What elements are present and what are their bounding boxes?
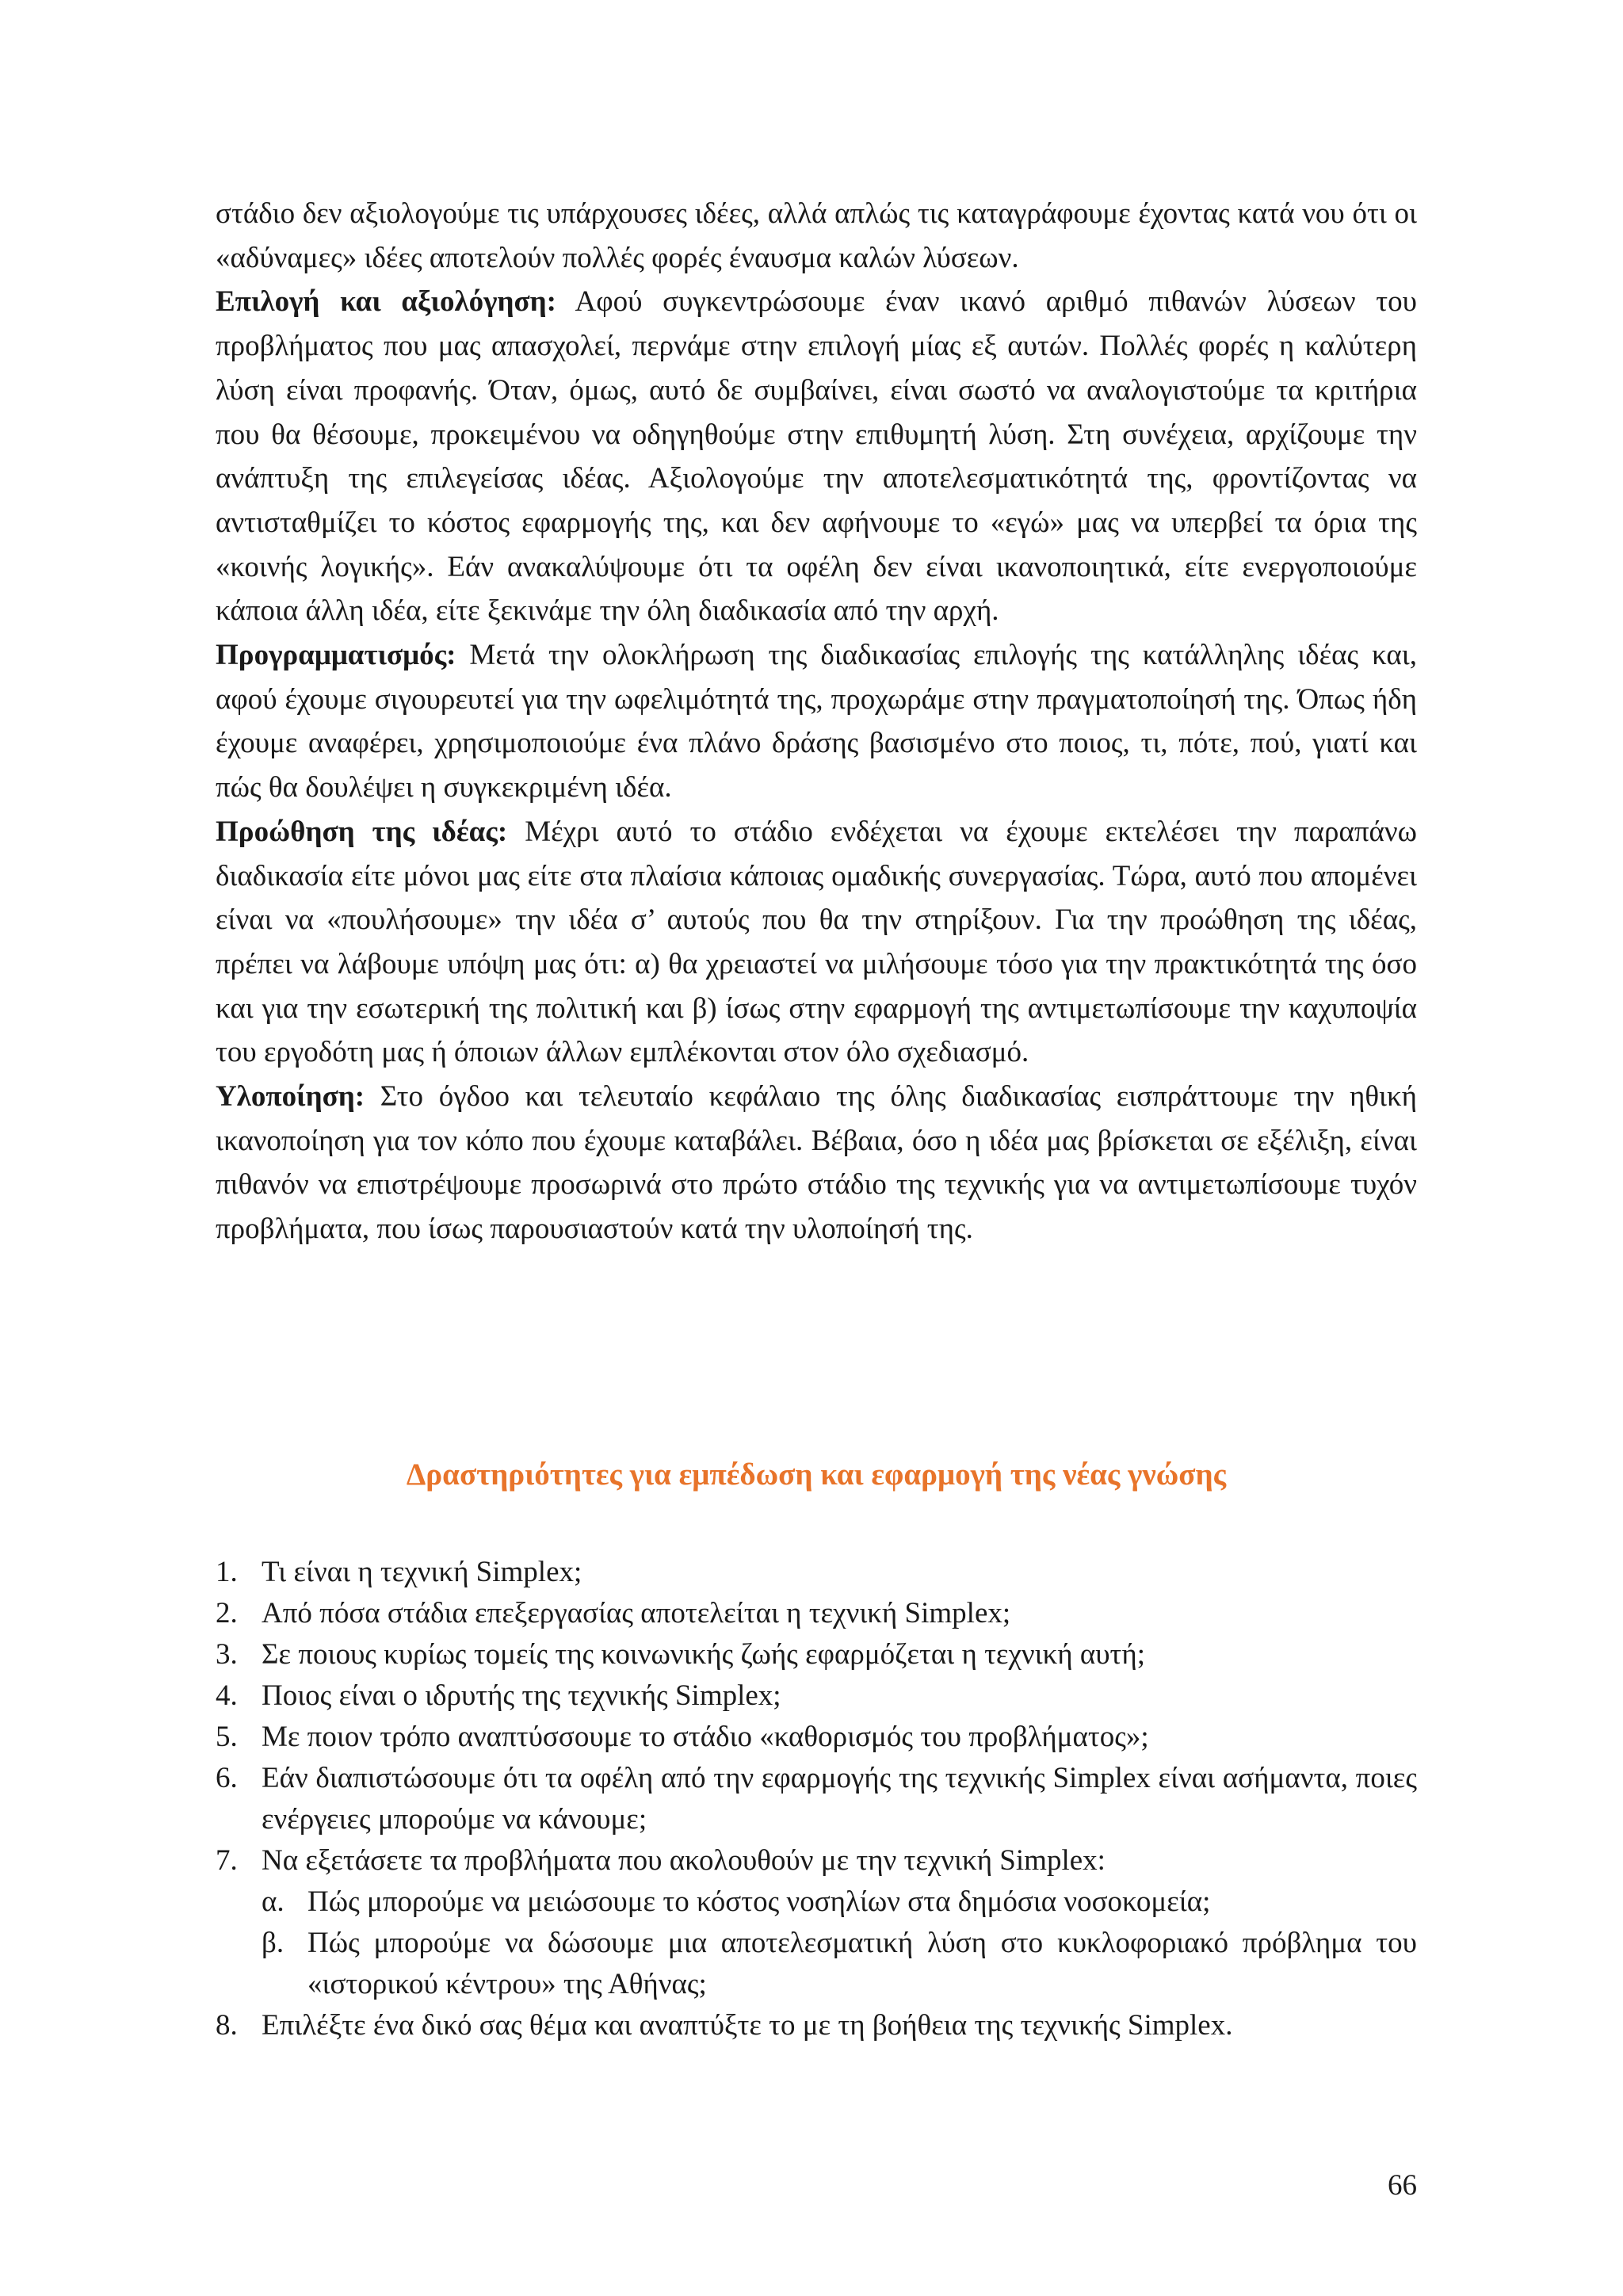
question-item	[216, 1634, 1417, 1675]
question-text: Σε ποιους κυρίως τομείς της κοινωνικής ζωής εφαρμόζεται η τεχνική αυτή;	[262, 1638, 1146, 1671]
page-number: 66	[1388, 2169, 1417, 2202]
paragraph-selection-evaluation	[216, 280, 1417, 633]
paragraph-term: Προώθηση της ιδέας:	[216, 815, 508, 848]
sub-question-letter: α.	[262, 1885, 285, 1918]
paragraph-implementation	[216, 1075, 1417, 1251]
paragraph-text: Στο όγδοο και τελευταίο κεφάλαιο της όλης διαδικασίας εισπράττουμε την ηθική ικανοποίηση για τον κόπο που έχουμε καταβάλει. Βέβαια, όσο η ιδέα μας βρίσκεται σε εξέλιξη, είναι πιθανόν να επιστρέψουμε προσωρινά στο πρώτο στάδιο της τεχνικής για να αντιμετωπίσουμε τυχόν προβλήματα, που ίσως παρουσιαστούν κατά την υλοποίησή της.	[216, 1080, 1417, 1246]
question-number: 3.	[216, 1638, 238, 1671]
question-number: 4.	[216, 1679, 238, 1712]
sub-question-list	[262, 1881, 1417, 2005]
paragraph-text: Μετά την ολοκλήρωση της διαδικασίας επιλογής της κατάλληλης ιδέας και, αφού έχουμε σιγουρευτεί για την ωφελιμότητά της, προχωράμε στην πραγματοποίησή της. Όπως ήδη έχουμε αναφέρει, χρησιμοποιούμε ένα πλάνο δράσης βασισμένο στο ποιος, τι, πότε, πού, γιατί και πώς θα δουλέψει η συγκεκριμένη ιδέα.	[216, 639, 1417, 804]
sub-question-item	[262, 1923, 1417, 2005]
paragraph-text: Μέχρι αυτό το στάδιο ενδέχεται να έχουμε εκτελέσει την παραπάνω διαδικασία είτε μόνοι μας είτε στα πλαίσια κάποιας ομαδικής συνεργασίας. Τώρα, αυτό που απομένει είναι να «πουλήσουμε» την ιδέα σ’ αυτούς που θα την στηρίξουν. Για την προώθηση της ιδέας, πρέπει να λάβουμε υπόψη μας ότι: α) θα χρειαστεί να μιλήσουμε τόσο για την πρακτικότητά της όσο και για την εσωτερική της πολιτική και β) ίσως στην εφαρμογή της αντιμετωπίσουμε την καχυποψία του εργοδότη μας ή όποιων άλλων εμπλέκονται στον όλο σχεδιασμό.	[216, 815, 1417, 1069]
question-text: Να εξετάσετε τα προβλήματα που ακολουθούν με την τεχνική Simplex:	[262, 1844, 1106, 1877]
question-item	[216, 1758, 1417, 1840]
question-text: Εάν διαπιστώσουμε ότι τα οφέλη από την εφαρμογής της τεχνικής Simplex είναι ασήμαντα, ποιες ενέργειες μπορούμε να κάνουμε;	[262, 1762, 1417, 1836]
question-list	[216, 1552, 1417, 2046]
question-number: 7.	[216, 1844, 238, 1877]
question-text: Τι είναι η τεχνική Simplex;	[262, 1556, 582, 1588]
paragraph-text: Αφού συγκεντρώσουμε έναν ικανό αριθμό πιθανών λύσεων του προβλήματος που μας απασχολεί, περνάμε στην επιλογή μίας εξ αυτών. Πολλές φορές η καλύτερη λύση είναι προφανής. Όταν, όμως, αυτό δε συμβαίνει, είναι σωστό να αναλογιστούμε τα κριτήρια που θα θέσουμε, προκειμένου να οδηγηθούμε στην επιθυμητή λύση. Στη συνέχεια, αρχίζουμε την ανάπτυξη της επιλεγείσας ιδέας. Αξιολογούμε την αποτελεσματικότητά της, φροντίζοντας να αντισταθμίζει το κόστος εφαρμογής της, και δεν αφήνουμε το «εγώ» μας να υπερβεί τα όρια της «κοινής λογικής». Εάν ανακαλύψουμε ότι τα οφέλη δεν είναι ικανοποιητικά, είτε ενεργοποιούμε κάποια άλλη ιδέα, είτε ξεκινάμε την όλη διαδικασία από την αρχή.	[216, 285, 1417, 628]
paragraph-term: Προγραμματισμός:	[216, 639, 456, 672]
sub-question-item	[262, 1881, 1417, 1923]
paragraph-planning	[216, 633, 1417, 810]
question-item	[216, 1675, 1417, 1717]
sub-question-text: Πώς μπορούμε να δώσουμε μια αποτελεσματική λύση στο κυκλοφοριακό πρόβλημα του «ιστορικού κέντρου» της Αθήνας;	[307, 1927, 1417, 2000]
paragraph-term: Επιλογή και αξιολόγηση:	[216, 285, 556, 319]
question-item	[216, 1840, 1417, 2005]
question-text: Ποιος είναι ο ιδρυτής της τεχνικής Simplex;	[262, 1679, 781, 1712]
section-title: Δραστηριότητες για εμπέδωση και εφαρμογή της νέας γνώσης	[406, 1457, 1227, 1492]
question-item	[216, 1552, 1417, 1593]
paragraph-term: Υλοποίηση:	[216, 1080, 365, 1114]
sub-question-letter: β.	[262, 1927, 285, 1959]
question-text: Από πόσα στάδια επεξεργασίας αποτελείται η τεχνική Simplex;	[262, 1597, 1011, 1629]
question-number: 5.	[216, 1721, 238, 1753]
question-number: 2.	[216, 1597, 238, 1629]
question-number: 1.	[216, 1556, 238, 1588]
question-text: Επιλέξτε ένα δικό σας θέμα και αναπτύξτε το με τη βοήθεια της τεχνικής Simplex.	[262, 2009, 1233, 2042]
question-item	[216, 1593, 1417, 1634]
paragraph-text: στάδιο δεν αξιολογούμε τις υπάρχουσες ιδέες, αλλά απλώς τις καταγράφουμε έχοντας κατά νου ότι οι «αδύναμες» ιδέες αποτελούν πολλές φορές έναυσμα καλών λύσεων.	[216, 197, 1417, 274]
question-item	[216, 1717, 1417, 1758]
paragraph-promotion	[216, 810, 1417, 1075]
sub-question-text: Πώς μπορούμε να μειώσουμε το κόστος νοσηλίων στα δημόσια νοσοκομεία;	[307, 1885, 1211, 1918]
question-number: 6.	[216, 1762, 238, 1794]
paragraph-intro	[216, 192, 1417, 280]
question-item	[216, 2005, 1417, 2046]
question-text: Με ποιον τρόπο αναπτύσσουμε το στάδιο «καθορισμός του προβλήματος»;	[262, 1721, 1149, 1753]
question-number: 8.	[216, 2009, 238, 2042]
body-text	[216, 192, 1417, 1251]
